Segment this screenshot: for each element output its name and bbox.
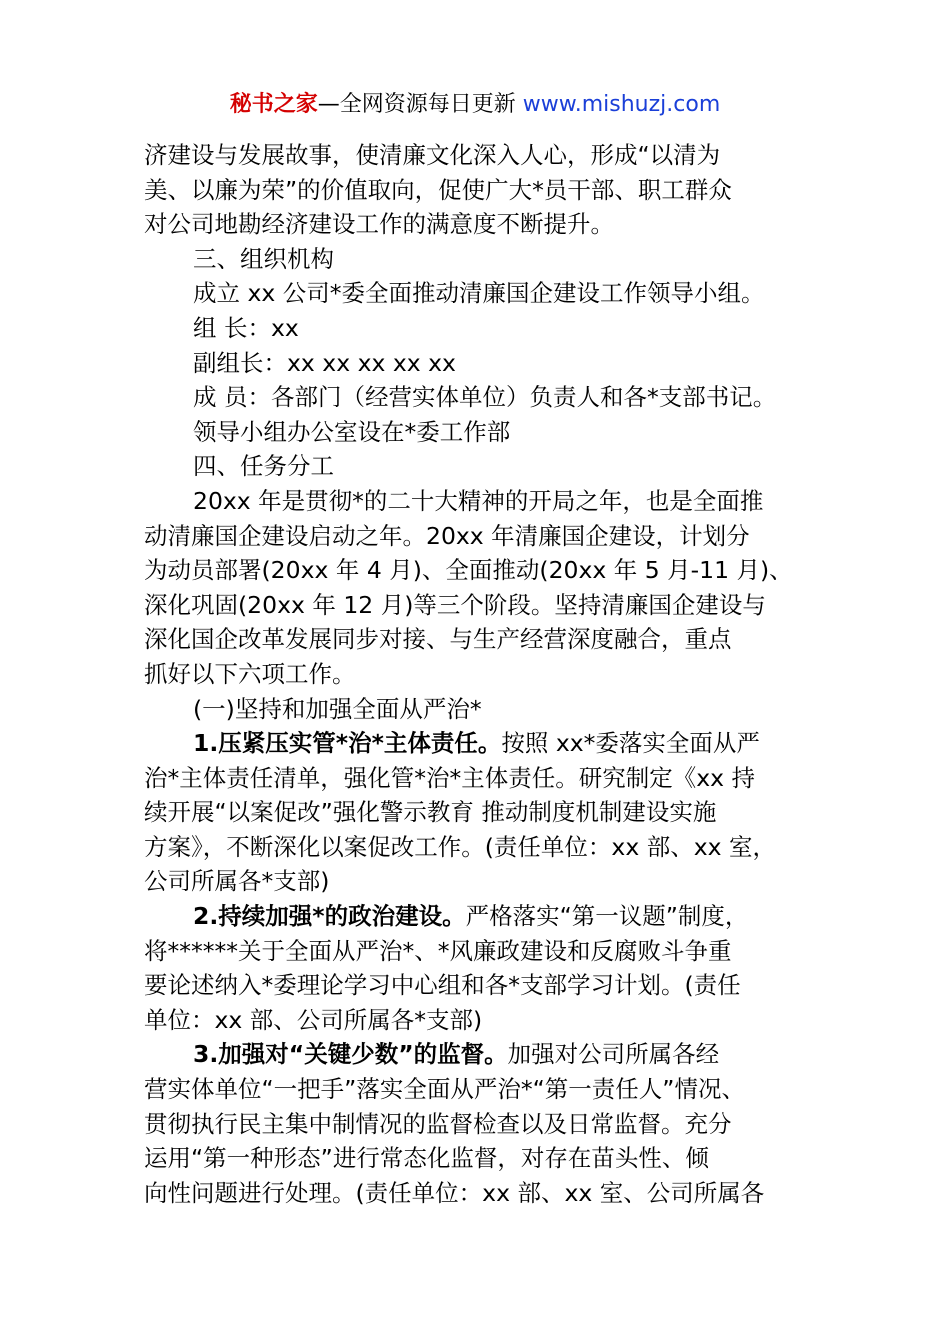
line-text: 深化国企改革发展同步对接、与生产经营深度融合，重点	[144, 625, 732, 654]
text-line	[144, 484, 824, 519]
text-line	[144, 173, 824, 208]
text-line	[144, 622, 824, 657]
header-brand: 秘书之家	[229, 92, 318, 117]
line-text: 为动员部署(20xx 年 4 月)、全面推动(20xx 年 5 月-11 月)、	[144, 556, 793, 585]
line-text: 严格落实“第一议题”制度，	[465, 902, 749, 931]
line-text: 抓好以下六项工作。	[144, 659, 356, 688]
text-line	[144, 1037, 824, 1072]
text-line	[144, 380, 824, 415]
text-line	[144, 519, 824, 554]
line-text: 加强对公司所属各经	[507, 1040, 720, 1069]
line-text: 四、任务分工	[193, 452, 334, 481]
text-line	[144, 1141, 824, 1176]
header-url[interactable]: www.mishuzj.com	[522, 92, 721, 117]
site-header	[0, 88, 950, 122]
line-text: 副组长：xx xx xx xx xx	[193, 348, 456, 377]
text-line	[144, 346, 824, 381]
text-line	[144, 449, 824, 484]
line-text: 要论述纳入*委理论学习中心组和各*支部学习计划。(责任	[144, 971, 741, 1000]
text-line	[144, 899, 824, 934]
text-line	[144, 415, 824, 450]
line-text: 成立 xx 公司*委全面推动清廉国企建设工作领导小组。	[193, 279, 765, 308]
line-text: 深化巩固(20xx 年 12 月)等三个阶段。坚持清廉国企建设与	[144, 590, 766, 619]
text-line	[144, 864, 824, 899]
line-text: 方案》，不断深化以案促改工作。(责任单位：xx 部、xx 室，	[144, 832, 776, 861]
line-text: 向性问题进行处理。(责任单位：xx 部、xx 室、公司所属各	[144, 1178, 765, 1207]
line-text: 按照 xx*委落实全面从严	[501, 729, 760, 758]
line-text: 治*主体责任清单，强化管*治*主体责任。研究制定《xx 持	[144, 763, 756, 792]
line-text: 贯彻执行民主集中制情况的监督检查以及日常监督。充分	[144, 1109, 732, 1138]
text-line	[144, 830, 824, 865]
text-line	[144, 934, 824, 969]
line-text: 将******关于全面从严治*、*风廉政建设和反腐败斗争重	[144, 936, 732, 965]
text-line	[144, 1072, 824, 1107]
text-line	[144, 1003, 824, 1038]
bold-heading: 2.持续加强*的政治建设。	[193, 902, 466, 931]
text-line	[144, 1107, 824, 1142]
line-text: 对公司地勘经济建设工作的满意度不断提升。	[144, 210, 614, 239]
text-line	[144, 657, 824, 692]
line-text: 动清廉国企建设启动之年。20xx 年清廉国企建设，计划分	[144, 521, 750, 550]
line-text: 组 长：xx	[193, 313, 299, 342]
text-line	[144, 968, 824, 1003]
text-line	[144, 588, 824, 623]
text-line	[144, 795, 824, 830]
text-line	[144, 138, 824, 173]
text-line	[144, 311, 824, 346]
text-line	[144, 692, 824, 727]
line-text: 运用“第一种形态”进行常态化监督，对存在苗头性、倾	[144, 1144, 709, 1173]
line-text: (一)坚持和加强全面从严治*	[193, 694, 482, 723]
text-line	[144, 553, 824, 588]
line-text: 营实体单位“一把手”落实全面从严治*“第一责任人”情况、	[144, 1075, 745, 1104]
line-text: 公司所属各*支部)	[144, 867, 330, 896]
line-text: 领导小组办公室设在*委工作部	[193, 417, 511, 446]
text-line	[144, 761, 824, 796]
document-body	[144, 138, 824, 1210]
text-line	[144, 207, 824, 242]
text-line	[144, 1176, 824, 1211]
line-text: 单位：xx 部、公司所属各*支部)	[144, 1005, 483, 1034]
line-text: 美、以廉为荣”的价值取向，促使广大*员干部、职工群众	[144, 175, 732, 204]
text-line	[144, 242, 824, 277]
text-line	[144, 726, 824, 761]
text-line	[144, 276, 824, 311]
line-text: 三、组织机构	[193, 244, 334, 273]
line-text: 20xx 年是贯彻*的二十大精神的开局之年，也是全面推	[193, 486, 764, 515]
line-text: 成 员：各部门（经营实体单位）负责人和各*支部书记。	[193, 383, 777, 412]
bold-heading: 1.压紧压实管*治*主体责任。	[193, 729, 502, 758]
line-text: 济建设与发展故事，使清廉文化深入人心，形成“以清为	[144, 141, 721, 169]
header-tagline: —全网资源每日更新	[317, 92, 523, 117]
bold-heading: 3.加强对“关键少数”的监督。	[193, 1040, 508, 1069]
line-text: 续开展“以案促改”强化警示教育 推动制度机制建设实施	[144, 798, 717, 827]
